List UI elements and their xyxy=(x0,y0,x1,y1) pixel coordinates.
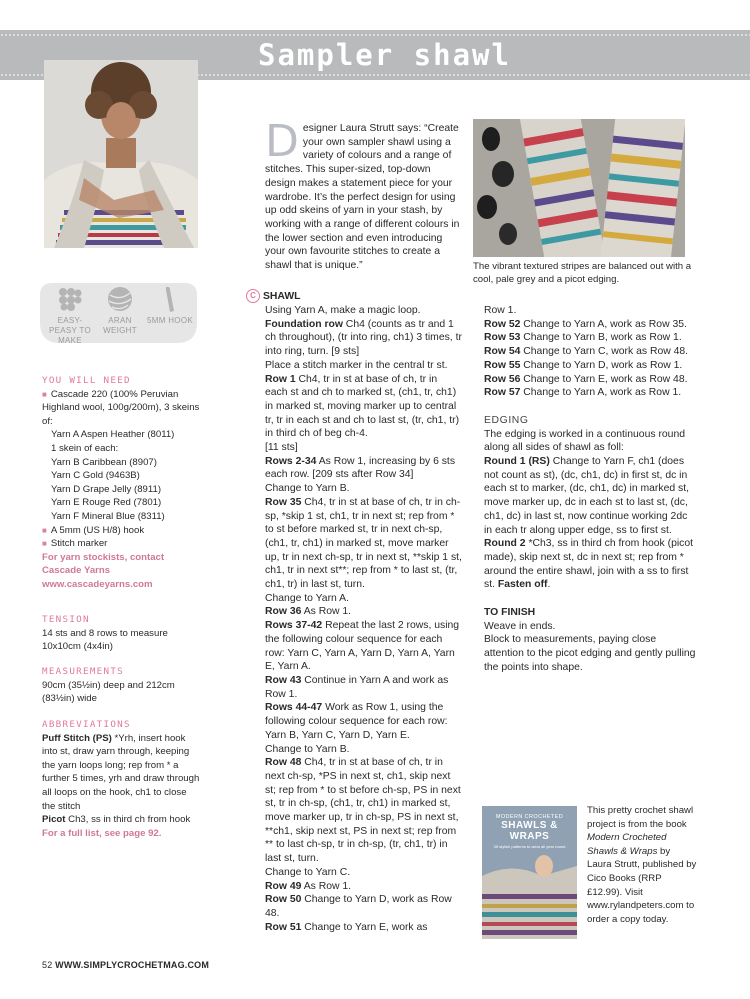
section-heading: C SHAWL xyxy=(246,290,462,304)
tension-section xyxy=(42,613,202,654)
instruction-row: Row 53 Change to Yarn B, work as Row 1. xyxy=(484,332,682,344)
page-title: Sampler shawl xyxy=(258,38,511,72)
instruction-line: Place a stitch marker in the central tr st. xyxy=(265,359,448,371)
instruction-row: Row 50 Change to Yarn D, work as Row 48. xyxy=(265,894,452,919)
list-item: Yarn F Mineral Blue (8311) xyxy=(51,510,165,522)
instruction-row: Row 57 Change to Yarn A, work as Row 1. xyxy=(484,387,682,399)
instruction-line: Change to Yarn A. xyxy=(265,592,349,604)
stockist-link[interactable]: www.cascadeyarns.com xyxy=(42,578,153,590)
instruction-line: Using Yarn A, make a magic loop. xyxy=(265,305,421,316)
abbreviations-section xyxy=(42,718,202,840)
instruction-row: Round 2 *Ch3, ss in third ch from hook (picot made), skip next st, dc in next st; rep from * around the entire shawl, join with a ss to first st. Fasten off. xyxy=(484,538,694,591)
measurements-text: 90cm (35½in) deep and 212cm (83½in) wide xyxy=(42,679,175,705)
instruction-line: Change to Yarn B. xyxy=(265,483,350,495)
instruction-row: Row 56 Change to Yarn E, work as Row 48. xyxy=(484,373,688,385)
tension-text: 14 sts and 8 rows to measure 10x10cm (4x4in) xyxy=(42,627,168,653)
instruction-line: [11 sts] xyxy=(265,442,298,454)
stockists-note: For yarn stockists, contact Cascade Yarns xyxy=(42,551,165,577)
model-photo xyxy=(44,60,198,248)
dotted-rule xyxy=(0,34,750,36)
list-item: 1 skein of each: xyxy=(51,442,119,454)
instruction-row: Row 48 Ch4, tr in st at base of ch, tr in next ch-sp, *PS in next st, ch1, skip next st; rep from * to st before ch-sp, PS in next st, tr in ch-sp, (ch1, tr, ch1) in marked st, move marker up, tr in ch-sp, PS in next st, **ch1, skip next st, PS in next st; rep from ** to last ch-sp, tr in ch-sp, (tr, ch1, tr) in last st, turn. xyxy=(265,757,461,865)
page-number: 52 xyxy=(42,960,53,970)
abbreviation-item: Picot Ch3, ss in third ch from hook xyxy=(42,814,191,826)
page-footer xyxy=(42,960,209,970)
yarn-weight-texture-icon xyxy=(56,285,84,313)
section-heading: MEASUREMENTS xyxy=(42,666,124,677)
instruction-row: Row 49 As Row 1. xyxy=(265,880,352,892)
finish-heading: TO FINISH xyxy=(484,607,536,619)
list-item: Yarn C Gold (9463B) xyxy=(51,470,140,482)
instruction-row: Row 54 Change to Yarn C, work as Row 48. xyxy=(484,346,689,358)
instruction-row: Rows 37-42 Repeat the last 2 rows, using the following colour sequence for each row: Yarn C, Yarn A, Yarn D, Yarn A, Yarn E, Yarn A. xyxy=(265,620,460,673)
instruction-row: Row 43 Continue in Yarn A and work as Row 1. xyxy=(265,674,449,700)
instruction-row: Round 1 (RS) Change to Yarn F, ch1 (does not count as st), (dc, ch1, dc) in first st, dc in each st to marker, (dc, ch1, dc) in marked st, move marker up, dc in each st to last st, (dc, ch1, dc) in last st, now continue working 2dc in each tr along upper edge, ss to first st. xyxy=(484,456,690,536)
instruction-row: Row 1 Ch4, tr in st at base of ch, tr in each st and ch to marked st, (ch1, tr, ch1) in marked st, moving marker up to central tr, tr in each st and ch to last st, (tr, ch1, tr) in third ch of beg ch-4. xyxy=(265,373,460,440)
instruction-row: Row 55 Change to Yarn D, work as Row 1. xyxy=(484,359,683,371)
crochet-hook-icon xyxy=(156,285,184,313)
photo-caption: The vibrant textured stripes are balanced out with a cool, pale grey and a picot edging. xyxy=(473,261,692,285)
section-heading: TENSION xyxy=(42,614,90,625)
measurements-section xyxy=(42,665,202,706)
section-heading: ABBREVIATIONS xyxy=(42,719,131,730)
book-cover xyxy=(482,806,577,939)
yarn-weight: ARAN WEIGHT xyxy=(94,285,146,336)
hook-size: 5MM HOOK xyxy=(144,285,196,326)
shawl-instructions xyxy=(246,290,462,934)
book-credit: This pretty crochet shawl project is from the book Modern Crocheted Shawls & Wraps by Laura Strutt, published by Cico Books (RRP £12.99). Visit www.rylandpeters.com to order a copy today. xyxy=(587,805,697,925)
instruction-row: Foundation row Ch4 (counts as tr and 1 ch throughout), (tr into ring, ch1) 3 times, tr into ring, turn. [9 sts] xyxy=(265,318,462,358)
skill-level: EASY-PEASY TO MAKE xyxy=(44,285,96,346)
instruction-line: Row 1. xyxy=(484,305,517,316)
instruction-line: Weave in ends. xyxy=(484,620,556,632)
drop-cap: D xyxy=(265,116,299,167)
instruction-row: Row 51 Change to Yarn E, work as xyxy=(265,921,428,933)
pattern-info-icons xyxy=(40,283,197,343)
you-will-need-section xyxy=(42,374,202,592)
instruction-line: Block to measurements, paying close attention to the picot edging and gently pulling the points into shape. xyxy=(484,634,696,673)
abbreviation-item: Puff Stitch (PS) *Yrh, insert hook into st, draw yarn through, keeping the yarn loops long; rep from * a further 5 times, yrh and draw through all loops on the hook, ch1 to close the stitch xyxy=(42,732,200,812)
instruction-list xyxy=(246,304,462,934)
list-item: ■ Cascade 220 (100% Peruvian Highland wool, 100g/200m), 3 skeins of: xyxy=(42,388,202,429)
shawl-instructions-continued xyxy=(484,304,696,675)
book-cover-title: MODERN CROCHETED SHAWLS & WRAPS 35 stylish patterns to wear all year round xyxy=(493,814,566,849)
list-item: Yarn D Grape Jelly (8911) xyxy=(51,483,162,495)
instruction-row: Row 52 Change to Yarn A, work as Row 35. xyxy=(484,318,687,330)
list-item: ■ A 5mm (US H/8) hook xyxy=(42,524,202,538)
instruction-row: Rows 44-47 Work as Row 1, using the following colour sequence for each row: Yarn B, Yarn C, Yarn D, Yarn E. xyxy=(265,702,448,741)
edging-heading: EDGING xyxy=(484,414,529,426)
instruction-row: Row 35 Ch4, tr in st at base of ch, tr in ch-sp, *skip 1 st, ch1, tr in next st; rep from * to st before marked st, tr in next ch-sp, (ch1, tr, ch1) in marked st, move marker up, tr in next ch-sp, tr in next st, **skip 1 st, ch1, tr in next st**; rep from * to last st, (tr, ch1, tr) in last st, turn. xyxy=(265,496,462,591)
list-item: Yarn A Aspen Heather (8011) xyxy=(51,429,175,441)
instruction-row: Row 36 As Row 1. xyxy=(265,606,352,618)
instruction-line: The edging is worked in a continuous round along all sides of shawl as foll: xyxy=(484,428,686,454)
stripes-detail-photo xyxy=(473,119,685,257)
magazine-website[interactable]: WWW.SIMPLYCROCHETMAG.COM xyxy=(55,960,210,970)
instruction-line: Change to Yarn C. xyxy=(265,866,351,878)
intro-quote: Designer Laura Strutt says: “Create your own sampler shawl using a variety of colours and a range of stitches. This super-sized, top-down design makes a statement piece for your wardrobe. It’s the perfect design for using up odd skeins of yarn in your stash, by working with a range of different colours in the lower section and even introducing your own favourite stitches to create a shawl that is unique.” xyxy=(265,116,460,272)
list-item: ■ Stitch marker xyxy=(42,537,202,551)
yarn-ball-icon xyxy=(106,285,134,313)
list-item: Yarn E Rouge Red (7801) xyxy=(51,497,162,509)
list-item: Yarn B Caribbean (8907) xyxy=(51,456,157,468)
crochet-c-icon: C xyxy=(246,289,260,303)
instruction-line: Change to Yarn B. xyxy=(265,743,350,755)
instruction-row: Rows 2-34 As Row 1, increasing by 6 sts each row. [209 sts after Row 34] xyxy=(265,455,456,481)
section-heading: YOU WILL NEED xyxy=(42,375,131,386)
full-list-link[interactable]: For a full list, see page 92. xyxy=(42,827,162,839)
